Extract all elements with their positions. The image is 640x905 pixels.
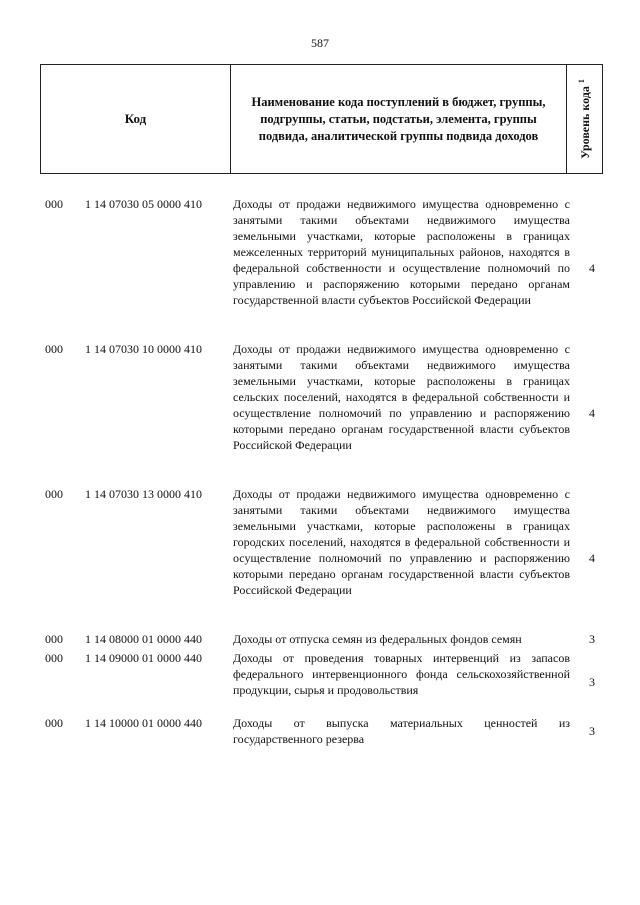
code-level: 3 [589, 632, 595, 646]
revenue-name: Доходы от проведения товарных интервенций из запасов федерального интервенционного фонда сельскохозяйственной продукции, сырья и продовольствия [233, 651, 570, 697]
revenue-code: 1 14 07030 10 0000 410 [85, 342, 202, 356]
revenue-code: 1 14 08000 01 0000 440 [85, 632, 202, 646]
table-header [40, 64, 603, 174]
admin-code: 000 [45, 487, 63, 501]
admin-code: 000 [45, 716, 63, 730]
header-name: Наименование кода поступлений в бюджет, группы, подгруппы, статьи, подстатьи, элемента, группы подвида, аналитической группы подвида доходов [231, 65, 567, 173]
code-level: 3 [589, 724, 595, 738]
revenue-name: Доходы от продажи недвижимого имущества одновременно с занятыми такими объектами недвижимого имущества земельными участками, которые расположены в границах сельских поселений, находятся в федеральной собственности и осуществление полномочий по управлению и распоряжению которыми передано органам государственной власти субъектов Российской Федерации [233, 342, 570, 452]
revenue-name: Доходы от продажи недвижимого имущества одновременно с занятыми такими объектами недвижимого имущества земельными участками, которые расположены в границах межселенных территорий муниципальных районов, находятся в федеральной собственности и осуществление полномочий по управлению и распоряжению которыми передано органам государственной власти субъектов Российской Федерации [233, 197, 570, 307]
header-level-cell [567, 65, 602, 173]
header-level [577, 79, 593, 159]
revenue-name: Доходы от отпуска семян из федеральных фондов семян [233, 632, 522, 646]
admin-code: 000 [45, 632, 63, 646]
code-level: 4 [589, 406, 595, 420]
revenue-code: 1 14 07030 13 0000 410 [85, 487, 202, 501]
admin-code: 000 [45, 651, 63, 665]
admin-code: 000 [45, 342, 63, 356]
revenue-name: Доходы от продажи недвижимого имущества одновременно с занятыми такими объектами недвижимого имущества земельными участками, которые расположены в границах городских поселений, находятся в федеральной собственности и осуществление полномочий по управлению и распоряжению которыми передано органам государственной власти субъектов Российской Федерации [233, 487, 570, 597]
revenue-name: Доходы от выпуска материальных ценностей из государственного резерва [233, 716, 570, 746]
header-level-footnote: 1 [576, 79, 586, 84]
code-level: 3 [589, 675, 595, 689]
revenue-code: 1 14 10000 01 0000 440 [85, 716, 202, 730]
revenue-code: 1 14 07030 05 0000 410 [85, 197, 202, 211]
code-level: 4 [589, 261, 595, 275]
admin-code: 000 [45, 197, 63, 211]
header-level-label: Уровень кода [577, 86, 592, 159]
revenue-code: 1 14 09000 01 0000 440 [85, 651, 202, 665]
page-number: 587 [311, 36, 329, 50]
code-level: 4 [589, 551, 595, 565]
header-code: Код [41, 65, 231, 173]
